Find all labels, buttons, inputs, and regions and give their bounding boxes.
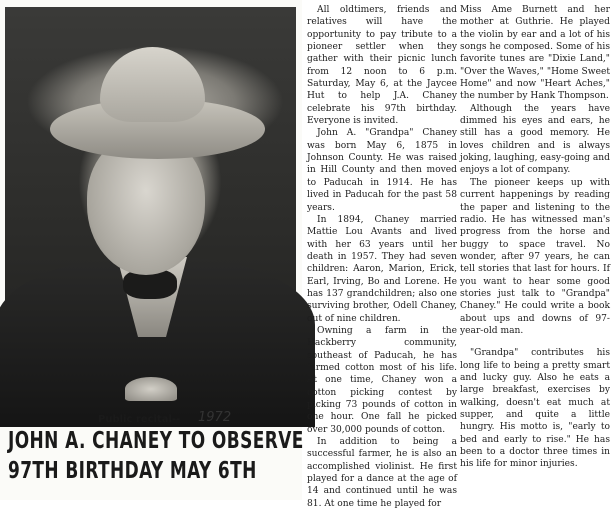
article-paragraph: The pioneer keeps up with current happenings by reading the paper and listening to the radio. He has witnessed man's progress from the horse and buggy to space travel. No wonder, after 97 years, he can tell stories that last for hours. If you want to hear some good stories just talk to "Grandpa" Chaney." He could write a book about ups and downs of 97-year-old man.	[460, 177, 610, 336]
headline-line-2: 97TH BIRTHDAY MAY 6TH	[8, 458, 257, 484]
handwritten-year: 1972	[198, 410, 232, 425]
article-paragraph: Although the years have dimmed his eyes and ears, he still has a good memory. He loves children and is always joking, laughing, easy-going and enjoys a lot of company.	[460, 103, 610, 176]
article-paragraph: John A. "Grandpa" Chaney was born May 6, 1875 in Johnson County. He was raised in Hill County and then moved to Paducah in 1914. He has lived in Paducah for the past 58 years.	[307, 128, 457, 213]
hat-crown-shape	[100, 47, 205, 122]
clipping-left-panel	[0, 0, 302, 500]
article-paragraph: "Grandpa" contributes his long life to being a pretty smart and lucky guy. Also he eats a large breakfast, exercises by walking, doesn't eat much at supper, and quite a little hungry. His motto is, "early to bed and early to rise." He has been to a doctor three times in his life for minor injuries.	[460, 348, 610, 470]
article-column-1	[307, 4, 457, 510]
article-paragraph: Owning a farm in the Hackberry community, southeast of Paducah, he has farmed cotton most of his life. At one time, Chaney won a cotton picking contest by picking 73 pounds of cotton in one hour. One fall he picked over 30,000 pounds of cotton.	[307, 325, 457, 435]
article-paragraph: In addition to being a successful farmer, he is also an accomplished violinist. He first played for a dance at the age of 14 and continued until he was 81. At one time he played for	[307, 437, 457, 509]
portrait-photo	[5, 7, 296, 409]
article-paragraph: All oldtimers, friends and relatives will have the opportunity to pay tribute to a pioneer settler when they gather with their picnic lunch from 12 noon to 6 p.m. Saturday, May 6, at the Jaycee Hut to help J.A. Chaney celebrate his 97th birthday. Everyone is invited.	[307, 5, 457, 127]
headline-line-1: JOHN A. CHANEY TO OBSERVE	[8, 428, 304, 454]
article-column-2	[460, 4, 610, 471]
article-paragraph: Miss Ame Burnett and her mother at Guthrie. He played the violin by ear and a lot of his songs he composed. Some of his favorite tunes are "Dixie Land," "Over the Waves," "Home Sweet Home" and now "Heart Aches," the number by Hank Thompson.	[460, 5, 610, 102]
belt-buckle-shape	[125, 377, 177, 401]
article-paragraph: In 1894, Chaney married Mattie Lou Avants and lived with her 63 years until her death in 1957. They had seven children: Aaron, Marion, Erick, Earl, Irving, Bo and Lorene. He has 137 grandchildren; also one surviving brother, Odell Chaney, out of nine children.	[307, 214, 457, 324]
caption-recital: Public recital--	[98, 414, 181, 425]
